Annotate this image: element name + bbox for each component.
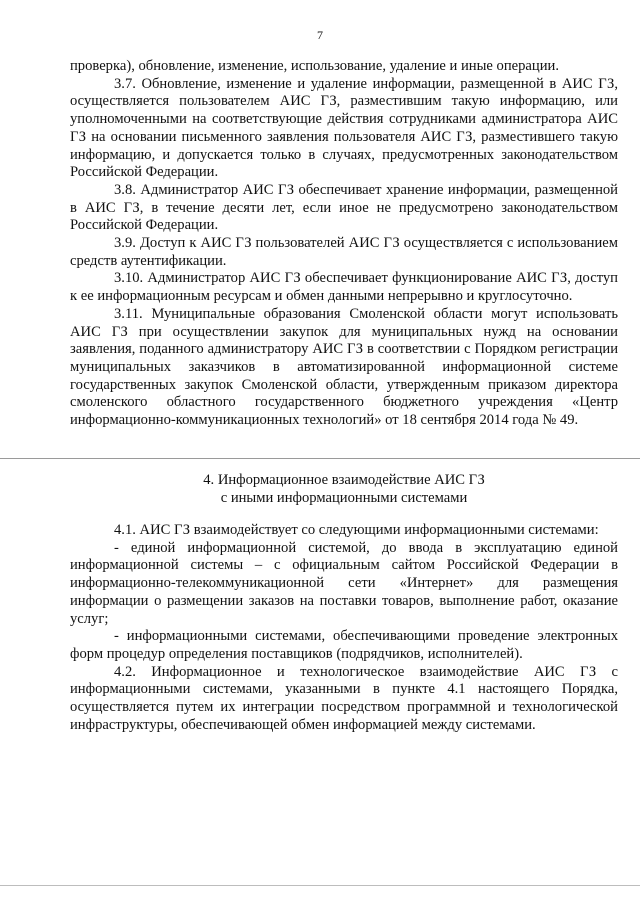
paragraph-3-9: 3.9. Доступ к АИС ГЗ пользователей АИС ГЗ осуществляется с использованием средств аутентификации. (70, 235, 618, 269)
paragraph-4-1: 4.1. АИС ГЗ взаимодействует со следующими информационными системами: (114, 522, 599, 538)
list-item-unified-system: - единой информационной системой, до ввода в эксплуатацию единой информационной системы – с официальным сайтом Российской Федерации в информационно-телекоммуникационной сети «Интернет» для размещения информации о размещении заказов на поставки товаров, выполнение работ, оказание услуг; (70, 539, 618, 627)
paragraph-3-8: 3.8. Администратор АИС ГЗ обеспечивает хранение информации, размещенной в АИС ГЗ, в течение десяти лет, если иное не предусмотрено законодательством Российской Федерации. (70, 181, 618, 234)
paragraph-3-7: 3.7. Обновление, изменение и удаление информации, размещенной в АИС ГЗ, осуществляется пользователем АИС ГЗ, разместившим такую информацию, или уполномоченными на соответствующие действия сотрудниками администратора АИС ГЗ на основании письменного заявления пользователя АИС ГЗ, разместившего такую информацию, и допускается только в случаях, предусмотренных законодательством Российской Федерации. (70, 75, 618, 181)
paragraph-4-2: 4.2. Информационное и технологическое взаимодействие АИС ГЗ с информационными системами, указанными в пункте 4.1 настоящего Порядка, осуществляется путем их интеграции посредством программной и технологической инфраструктуры, обеспечивающей обмен информацией между системами. (70, 663, 618, 733)
page-number: 7 (317, 28, 323, 42)
section-4-body (70, 522, 618, 734)
list-item-electronic-procedures: - информационными системами, обеспечивающими проведение электронных форм процедур определения поставщиков (подрядчиков, исполнителей). (70, 628, 618, 662)
paragraph-3-11: 3.11. Муниципальные образования Смоленской области могут использовать АИС ГЗ при осуществлении закупок для муниципальных нужд на основании заявления, поданного администратору АИС ГЗ в соответствии с Порядком регистрации муниципальных заказчиков в автоматизированной информационной системе государственных закупок Смоленской области, утвержденным приказом директора смоленского областного государственного бюджетного учреждения «Центр информационно-коммуникационных технологий» от 18 сентября 2014 года № 49. (70, 305, 618, 429)
continuation-paragraph: проверка), обновление, изменение, использование, удаление и иные операции. (70, 58, 559, 74)
section-4-title-line-2: с иными информационными системами (220, 489, 468, 506)
scan-bottom-edge-line (0, 885, 640, 886)
paragraph-3-10: 3.10. Администратор АИС ГЗ обеспечивает функционирование АИС ГЗ, доступ к ее информационным ресурсам и обмен данными непрерывно и круглосуточно. (70, 270, 618, 305)
section-4-title-line-1: 4. Информационное взаимодействие АИС ГЗ (203, 472, 485, 488)
section-3-body (70, 58, 618, 430)
scan-divider-line (0, 458, 640, 459)
section-4-heading (70, 472, 618, 507)
